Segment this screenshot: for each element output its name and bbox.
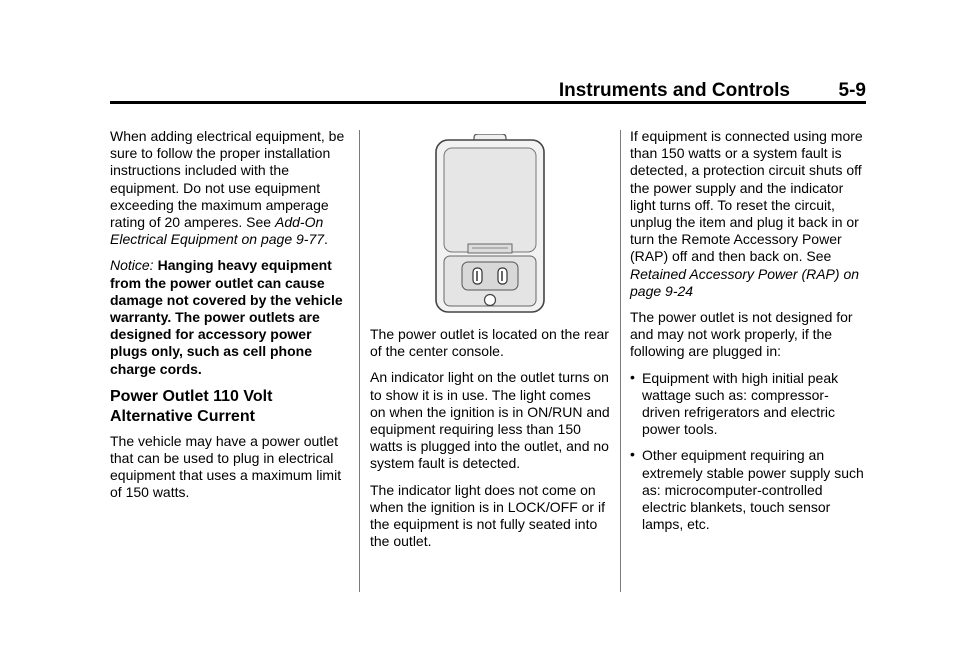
power-outlet-illustration [370,128,610,318]
list-item: • Other equipment requiring an extremely stable power supply such as: microcomputer-controlled electric blankets, touch sensor lamps, etc. [630,446,864,533]
list-item: • Equipment with high initial peak wattage such as: compressor-driven refrigerators and electric power tools. [630,368,839,438]
paragraph: The power outlet is located on the rear of the center console. [370,326,609,360]
column-middle [370,128,610,559]
paragraph: An indicator light on the outlet turns on to show it is in use. The light comes on when the ignition is in ON/RUN and equipment requiring less than 150 watts is plugged into the outlet, and no system fault is detected. [370,369,610,472]
paragraph: If equipment is connected using more than 150 watts or a system fault is detected, a protection circuit shuts off the power supply and the indicator light turns off. To reset the circuit, unplug the item and plug it back in or turn the Remote Accessory Power (RAP) off and then back on. See Retained Accessory Power (RAP) on page 9-24 [630,128,863,299]
cross-reference-link[interactable]: Retained Accessory Power (RAP) on page 9-24 [630,265,860,299]
page-number: 5-9 [838,80,866,101]
cross-reference-link[interactable]: Add-On Electrical Equipment on page 9-77 [110,214,325,248]
section-title: Instruments and Controls [558,80,790,101]
notice-label: Notice: [110,257,154,274]
bullet-icon: • [630,368,635,385]
paragraph: When adding electrical equipment, be sure to follow the proper installation instructions included with the equipment. Do not use equipment exceeding the maximum amperage rating of 20 amperes. See Add-On Electrical Equipment on page 9-77. [110,128,345,248]
paragraph: The vehicle may have a power outlet that can be used to plug in electrical equipment that uses a maximum limit of 150 watts. [110,432,342,501]
paragraph: The power outlet is not designed for and may not work properly, if the following are plugged in: [630,309,853,360]
header-rule [110,101,866,104]
column-right [630,128,866,542]
power-outlet-icon [432,134,548,316]
column-divider [359,130,360,592]
section-heading: Power Outlet 110 Volt Alternative Current [110,387,273,425]
paragraph: The indicator light does not come on when the ignition is in LOCK/OFF or if the equipment is not fully seated into the outlet. [370,481,605,550]
notice: Notice: Hanging heavy equipment from the power outlet can cause damage not covered by the vehicle warranty. The power outlets are designed for accessory power plugs only, such as cell phone charge cords. [110,257,343,377]
column-divider [620,130,621,592]
bullet-icon: • [630,446,635,463]
column-left [110,128,350,511]
